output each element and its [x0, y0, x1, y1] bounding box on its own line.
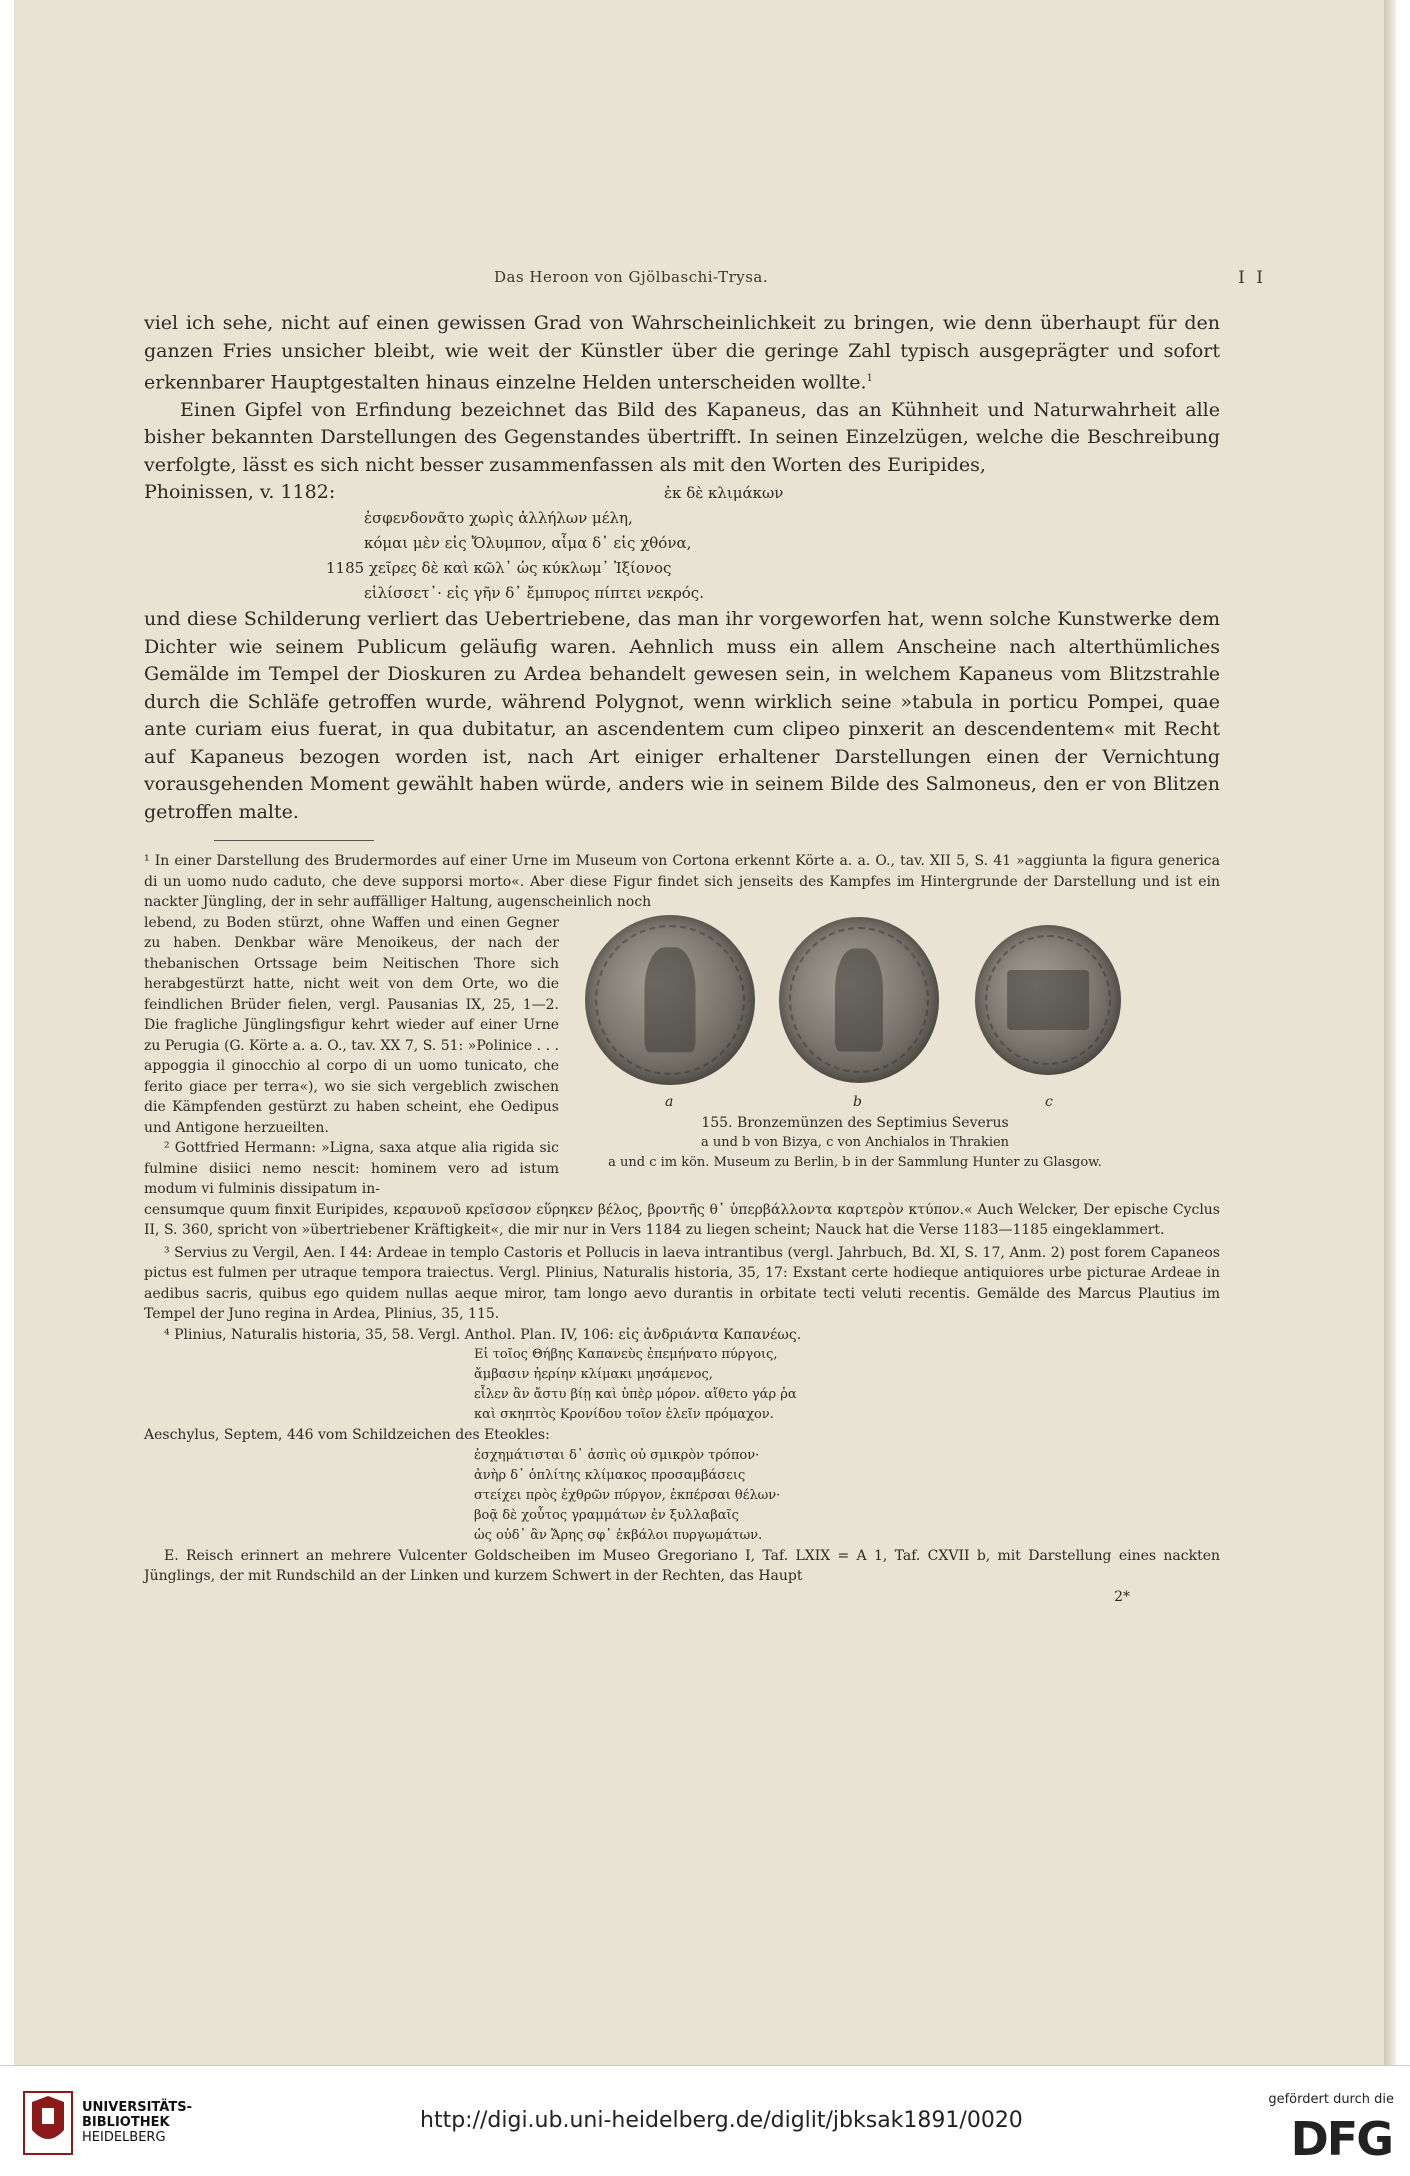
coin-image-c	[975, 925, 1121, 1075]
footnote-1-continued: lebend, zu Boden stürzt, ohne Waffen und einen Gegner zu haben. Denkbar wäre Menoikeus, der nach der thebanischen Ortssage beim Neitischen Thore sich herabgestürzt hatte, nicht weit von dem Orte, wo die feindlichen Brüder fielen, vergl. Pausanias IX, 25, 1—2. Die fragliche Jünglingsfigur kehrt wieder auf einer Urne zu Perugia (G. Körte a. a. O., tav. XX 7, S. 51: »Polinice . . . appoggia il ginocchio al corpo di un uomo tunicato, che ferito giace per terra«), wo sie sich vergeblich zwischen die Kämpfenden gestürzt zu haben scheint, ehe Oedipus und Antigone herzueilten.	[144, 914, 559, 1136]
coin-label-c: c	[1045, 1093, 1053, 1110]
aeschylus-ref: Aeschylus, Septem, 446 vom Schildzeichen des Eteokles:	[144, 1427, 550, 1444]
verse-line: εἱλίσσετ᾽· εἰς γῆν δ᾽ ἔμπυρος πίπτει νεκρός.	[364, 584, 704, 603]
aeschylus-quote: ἐσχημάτισται δ᾽ ἀσπὶς οὐ σμικρὸν τρόπον· ἀνὴρ δ᾽ ὁπλίτης κλίμακος προσαμβάσεις στείχει πρὸς ἐχθρῶν πύργον, ἐκπέρσαι θέλων· βοᾷ δὲ χοὖτος γραμμάτων ἐν ξυλλαβαῖς ὡς οὐδ᾽ ἂν Ἄρης σφ᾽ ἐκβάλοι πυργωμάτων.	[474, 1447, 781, 1543]
verse-line: ἐσφενδονᾶτο χωρὶς ἀλλήλων μέλη,	[364, 509, 633, 528]
permalink-url[interactable]: http://digi.ub.uni-heidelberg.de/diglit/jbksak1891/0020	[420, 2108, 1023, 2133]
running-header	[14, 268, 1396, 292]
greek-verse	[144, 506, 1220, 606]
anthology-quote: Εἰ τοῖος Θήβης Καπανεὺς ἐπεμήνατο πύργοις, ἄμβασιν ἠερίην κλίμακι μησάμενος, εἷλεν ἂν ἄστυ βίῃ καὶ ὑπὲρ μόρον. αἴθετο γάρ ῥα καὶ σκηπτὸς Κρονίδου τοῖον ἑλεῖν πρόμαχον.	[474, 1347, 797, 1423]
footnote-figure-row	[144, 913, 1220, 1200]
paragraph-1: viel ich sehe, nicht auf einen gewissen Grad von Wahrscheinlichkeit zu bringen, wie denn überhaupt für den ganzen Fries unsicher bleibt, wie weit der Künstler über die geringe Zahl typisch ausgeprägter und sofort erkennbarer Hauptgestalten hinaus einzelne Helden unterscheiden wollte.$^1$	[144, 312, 1220, 394]
reisch-note: E. Reisch erinnert an mehrere Vulcenter Goldscheiben im Museo Gregoriano I, Taf. LXIX = A 1, Taf. CXVII b, mit Darstellung eines nackten Jünglings, der mit Rundschild an der Linken und kurzem Schwert in der Rechten, das Haupt	[144, 1547, 1220, 1585]
coin-image-a	[585, 915, 755, 1085]
paragraph-3: und diese Schilderung verliert das Uebertriebene, das man ihr vorgeworfen hat, wenn solche Kunstwerke dem Dichter wie seinem Publicum geläufig waren. Aehnlich muss ein allem Anscheine nach alterthümliches Gemälde im Tempel der Dioskuren zu Ardea behandelt gewesen sein, in welchem Kapaneus vom Blitzstrahle durch die Schläfe getroffen wurde, während Polygnot, wenn wirklich seine »tabula in porticu Pompei, quae ante curiam eius fuerat, in qua dubitatur, an ascendentem cum clipeo pinxerit an descendentem« mit Recht auf Kapaneus bezogen worden ist, nach Art einiger erhaltener Darstellungen einen der Vernichtung vorausgehenden Moment gewählt haben würde, anders wie in seinem Bilde des Salmoneus, den er von Blitzen getroffen malte.	[144, 608, 1220, 823]
footnote-left-column	[144, 913, 559, 1200]
viewer-footer	[0, 2065, 1410, 2176]
university-seal-icon	[22, 2090, 74, 2156]
footnote-ref: 1	[866, 373, 873, 384]
verse-line: κόμαι μὲν εἰς Ὄλυμπον, αἷμα δ᾽ εἰς χθόνα,	[364, 534, 692, 553]
greek-verse-0: ἐκ δὲ κλιμάκων	[664, 484, 784, 503]
library-name: UNIVERSITÄTS- BIBLIOTHEK HEIDELBERG	[82, 2100, 192, 2145]
citation: Phoinissen, v. 1182:	[144, 481, 336, 504]
coin-figure	[585, 913, 1220, 1170]
citation-line	[144, 479, 1220, 506]
footnote-3: ³ Servius zu Vergil, Aen. I 44: Ardeae in templo Castoris et Pollucis in laeva intrantibus (vergl. Jahrbuch, Bd. XI, S. 17, Anm. 2) post forem Capaneos pictus est fulmen per utraque tempora traiectus. Vergl. Plinius, Naturalis historia, 35, 17: Exstant certe hodieque antiquiores urbe picturae Ardeae in aedibus sacris, quibus ego quidem nullas aeque miror, tam longo aevo durantis in orbitate tecti veluti recentis. Gemälde des Marcus Plautius im Tempel der Juno regina in Ardea, Plinius, 35, 115.	[144, 1244, 1220, 1323]
page-number: I I	[1238, 268, 1266, 288]
verse-line: 1185 χεῖρες δὲ καὶ κῶλ᾽ ὡς κύκλωμ᾽ Ἰξίονος	[326, 559, 672, 578]
header-title: Das Heroon von Gjölbaschi-Trysa.	[494, 268, 769, 286]
footnote-2-rest: censumque quum finxit Euripides, κεραυνοῦ κρεῖσσον εὕρηκεν βέλος, βροντῆς θ᾽ ὑπερβάλλοντα καρτερὸν κτύπον.« Auch Welcker, Der epische Cyclus II, S. 360, spricht von »übertriebener Kräftigkeit«, die mir nur in Vers 1184 zu liegen scheint; Nauck hat die Verse 1183—1185 eingeklammert.	[144, 1201, 1220, 1239]
main-text	[144, 310, 1220, 1607]
footnote-2-start: ² Gottfried Hermann: »Ligna, saxa atque alia rigida sic fulmine disiici nemo nescit: hominem vero ad istum modum vi fulminis dissipatum in-	[144, 1140, 559, 1198]
verse-number: 1185	[326, 559, 365, 578]
scanned-page	[14, 0, 1396, 2065]
footnote-4: ⁴ Plinius, Naturalis historia, 35, 58. Vergl. Anthol. Plan. IV, 106: εἰς ἀνδριάντα Καπανέως.	[164, 1326, 802, 1343]
footnote-divider	[214, 840, 374, 841]
footnote-1-top: ¹ In einer Darstellung des Brudermordes auf einer Urne im Museum von Cortona erkennt Körte a. a. O., tav. XII 5, S. 41 »aggiunta la figura generica di un uomo nudo caduto, che deve supporsi morto«. Aber diese Figur findet sich jenseits des Kampfes im Hintergrunde der Darstellung und ist ein nackter Jüngling, der in sehr auffälliger Haltung, augenscheinlich noch	[144, 853, 1220, 911]
signature-mark: 2*	[1114, 1588, 1130, 1605]
figure-caption: 155. Bronzemünzen des Septimius Severus a und b von Bizya, c von Anchialos in Thrakien a und c im kön. Museum zu Berlin, b in der Sammlung Hunter zu Glasgow.	[608, 1114, 1102, 1170]
coin-image-b	[779, 917, 939, 1083]
funding-note: gefördert durch die	[1268, 2092, 1394, 2107]
coin-label-a: a	[665, 1093, 674, 1110]
page-edge	[1384, 0, 1396, 2065]
dfg-logo: DFG	[1290, 2112, 1392, 2166]
coin-label-b: b	[853, 1093, 862, 1110]
paragraph-2: Einen Gipfel von Erfindung bezeichnet das Bild des Kapaneus, das an Kühnheit und Naturwahrheit alle bisher bekannten Darstellungen des Gegenstandes übertrifft. In seinen Einzelzügen, welche die Beschreibung verfolgte, lässt es sich nicht besser zusammenfassen als mit den Worten des Euripides,	[144, 398, 1220, 476]
